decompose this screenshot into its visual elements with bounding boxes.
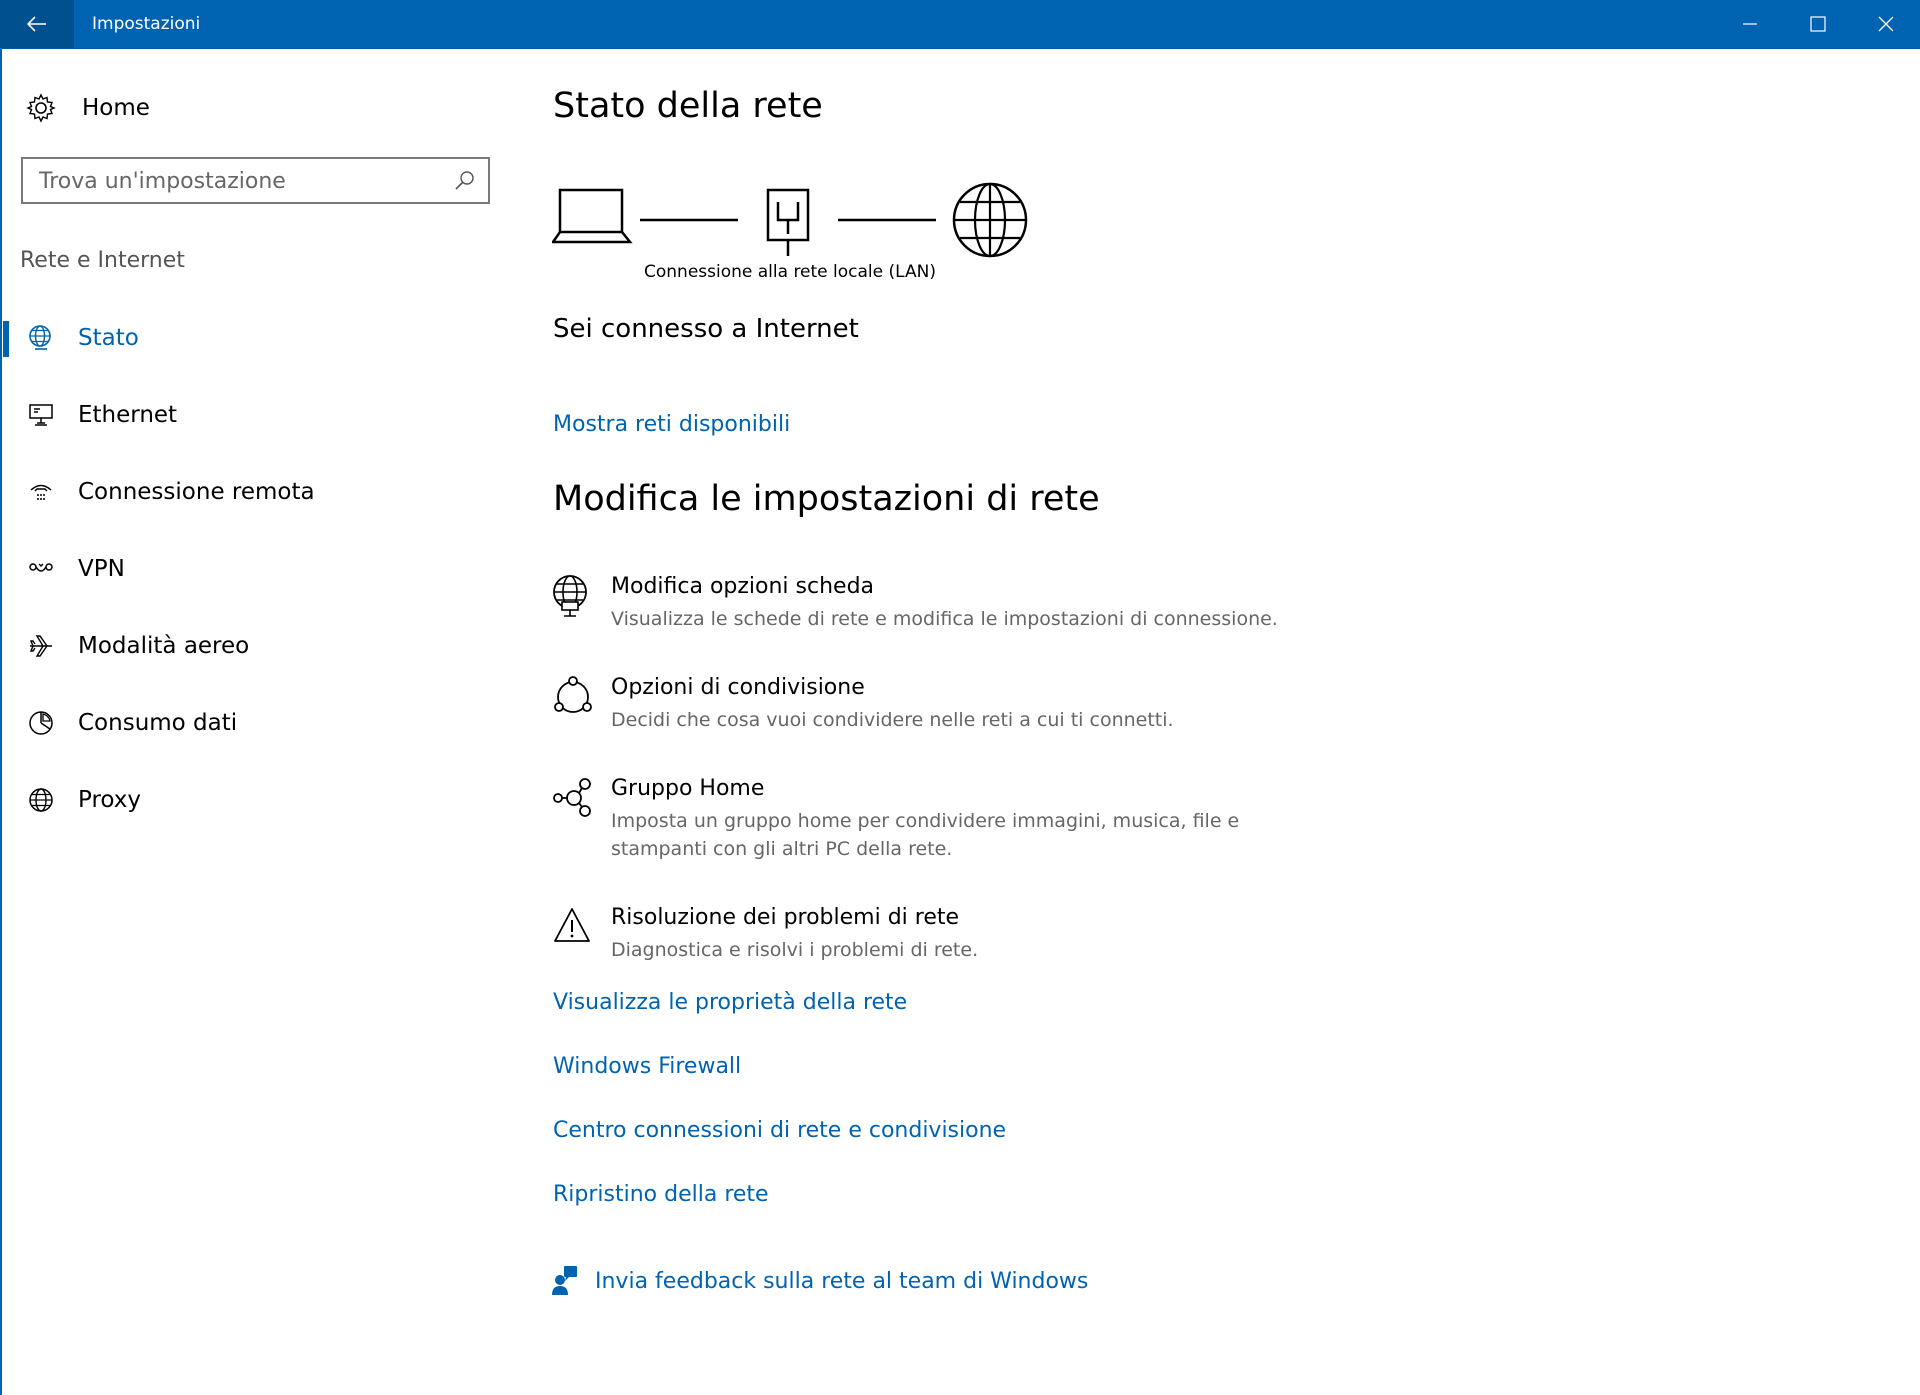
sidebar-item-modalita-aereo[interactable] bbox=[0, 623, 480, 669]
ethernet-port-icon bbox=[768, 190, 808, 256]
network-sharing-center-link[interactable]: Centro connessioni di rete e condivisione bbox=[553, 1118, 1007, 1143]
back-button[interactable] bbox=[0, 0, 74, 48]
sidebar-item-label: Proxy bbox=[78, 787, 142, 813]
network-properties-link[interactable]: Visualizza le proprietà della rete bbox=[553, 990, 908, 1015]
option-title: Opzioni di condivisione bbox=[611, 675, 865, 700]
homegroup-icon bbox=[552, 776, 594, 822]
sidebar-item-label: Connessione remota bbox=[78, 479, 315, 505]
feedback-link-label: Invia feedback sulla rete al team di Windows bbox=[595, 1268, 1089, 1294]
warning-icon bbox=[552, 905, 592, 949]
laptop-icon bbox=[553, 190, 630, 242]
sidebar-item-label: Ethernet bbox=[78, 402, 178, 428]
maximize-button[interactable] bbox=[1784, 0, 1852, 48]
option-adapter[interactable] bbox=[552, 574, 1312, 634]
title-bar bbox=[0, 0, 1920, 49]
option-description: Visualizza le schede di rete e modifica le impostazioni di connessione. bbox=[611, 608, 1278, 630]
data-usage-icon bbox=[26, 708, 56, 738]
page-title: Stato della rete bbox=[553, 86, 823, 126]
sharing-icon bbox=[552, 675, 594, 721]
sidebar-item-label: Modalità aereo bbox=[78, 633, 250, 659]
feedback-person-icon bbox=[552, 1266, 578, 1296]
globe-network-icon bbox=[26, 323, 56, 353]
option-title: Risoluzione dei problemi di rete bbox=[611, 905, 960, 930]
sidebar-item-consumo-dati[interactable] bbox=[0, 700, 480, 746]
minimize-button[interactable] bbox=[1716, 0, 1784, 48]
globe-icon bbox=[26, 785, 56, 815]
option-homegroup[interactable] bbox=[552, 776, 1312, 866]
sidebar-item-stato[interactable] bbox=[0, 315, 480, 361]
sidebar-item-label: Consumo dati bbox=[78, 710, 238, 736]
back-arrow-icon bbox=[27, 16, 47, 32]
change-settings-heading: Modifica le impostazioni di rete bbox=[553, 479, 1100, 519]
nav-home-label: Home bbox=[82, 95, 150, 121]
ethernet-icon bbox=[26, 400, 56, 430]
internet-globe-icon bbox=[954, 184, 1026, 256]
feedback-link[interactable] bbox=[552, 1266, 1088, 1296]
option-troubleshoot[interactable] bbox=[552, 905, 1312, 965]
option-description: Decidi che cosa vuoi condividere nelle reti a cui ti connetti. bbox=[611, 709, 1174, 731]
network-diagram bbox=[552, 178, 1032, 266]
search-input[interactable] bbox=[39, 167, 439, 195]
option-description: Imposta un gruppo home per condividere immagini, musica, file e stampanti con gli altri PC della rete. bbox=[611, 810, 1240, 860]
close-button[interactable] bbox=[1852, 0, 1920, 48]
connection-status: Sei connesso a Internet bbox=[553, 314, 859, 344]
minimize-icon bbox=[1742, 16, 1758, 32]
gear-icon bbox=[26, 93, 56, 123]
sidebar-item-proxy[interactable] bbox=[0, 777, 480, 823]
sidebar-item-ethernet[interactable] bbox=[0, 392, 480, 438]
option-title: Gruppo Home bbox=[611, 776, 765, 801]
maximize-icon bbox=[1810, 16, 1826, 32]
sidebar-item-vpn[interactable] bbox=[0, 546, 480, 592]
airplane-icon bbox=[26, 631, 56, 661]
network-reset-link[interactable]: Ripristino della rete bbox=[553, 1182, 769, 1207]
option-description: Diagnostica e risolvi i problemi di rete. bbox=[611, 939, 979, 961]
section-label: Rete e Internet bbox=[20, 248, 185, 273]
settings-search-box[interactable] bbox=[21, 157, 490, 204]
vpn-icon bbox=[26, 554, 56, 584]
option-title: Modifica opzioni scheda bbox=[611, 574, 875, 599]
sidebar-item-connessione-remota[interactable] bbox=[0, 469, 480, 515]
dialup-icon bbox=[26, 477, 56, 507]
show-networks-link[interactable]: Mostra reti disponibili bbox=[553, 412, 791, 437]
diagram-caption: Connessione alla rete locale (LAN) bbox=[644, 262, 936, 282]
close-icon bbox=[1878, 16, 1894, 32]
sidebar-item-label: Stato bbox=[78, 325, 139, 351]
search-icon[interactable] bbox=[454, 169, 476, 195]
nav-home[interactable] bbox=[26, 88, 150, 128]
windows-firewall-link[interactable]: Windows Firewall bbox=[553, 1054, 742, 1079]
option-sharing[interactable] bbox=[552, 675, 1312, 735]
sidebar-item-label: VPN bbox=[78, 556, 125, 582]
network-adapter-icon bbox=[552, 574, 592, 622]
window-title: Impostazioni bbox=[92, 14, 201, 34]
